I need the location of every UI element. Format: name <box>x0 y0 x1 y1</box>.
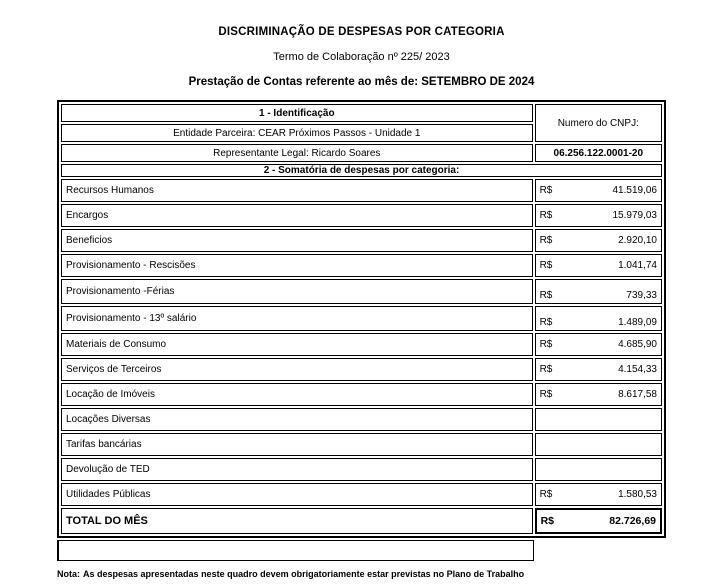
identification-section-title: 1 - Identificação <box>61 104 533 122</box>
expense-category-label: Materiais de Consumo <box>61 333 533 356</box>
table-row <box>61 306 662 331</box>
representative-row <box>61 144 662 162</box>
table-row <box>61 279 662 304</box>
expense-category-label: Provisionamento - Rescisões <box>61 254 533 277</box>
total-row <box>61 508 662 534</box>
expense-category-label: Devolução de TED <box>61 458 533 481</box>
table-row <box>61 458 662 481</box>
expense-amount: 2.920,10 <box>618 235 657 246</box>
expense-amount: 739,33 <box>626 290 657 301</box>
table-row <box>61 358 662 381</box>
total-amount: 82.726,69 <box>609 515 656 527</box>
expense-amount: 15.979,03 <box>612 210 657 221</box>
representative-line: Representante Legal: Ricardo Soares <box>61 144 533 162</box>
expense-amount: 1.580,53 <box>618 489 657 500</box>
currency-symbol: R$ <box>540 515 554 527</box>
table-row <box>61 433 662 456</box>
note-line <box>57 569 666 579</box>
table-row <box>61 254 662 277</box>
currency-symbol: R$ <box>539 364 553 375</box>
entity-line: Entidade Parceira: CEAR Próximos Passos - Unidade 1 <box>61 124 533 142</box>
expense-category-label: Locação de Imóveis <box>61 383 533 406</box>
expense-amount: 1.041,74 <box>618 260 657 271</box>
empty-footer-cell <box>57 540 534 561</box>
expense-category-label: Encargos <box>61 204 533 227</box>
expense-amount: 41.519,06 <box>612 185 657 196</box>
currency-symbol: R$ <box>539 235 553 246</box>
identification-header-row <box>61 104 662 122</box>
note-text: As despesas apresentadas neste quadro devem obrigatoriamente estar previstas no Plano de Trabalho <box>83 569 525 579</box>
expenses-table <box>57 100 666 538</box>
currency-symbol: R$ <box>539 489 553 500</box>
document-page <box>57 26 666 579</box>
expense-category-label: Beneficios <box>61 229 533 252</box>
expense-category-label: Tarifas bancárias <box>61 433 533 456</box>
note-prefix: Nota: <box>57 569 80 579</box>
expense-category-label: Provisionamento -Férias <box>61 279 533 304</box>
expense-amount: 4.154,33 <box>618 364 657 375</box>
currency-symbol: R$ <box>539 339 553 350</box>
period-line: Prestação de Contas referente ao mês de: SETEMBRO DE 2024 <box>188 76 535 88</box>
expenses-section-row <box>61 164 662 177</box>
table-row <box>61 179 662 202</box>
currency-symbol: R$ <box>539 185 553 196</box>
expense-category-label: Utilidades Públicas <box>61 483 533 506</box>
document-subtitle: Termo de Colaboração nº 225/ 2023 <box>273 51 450 63</box>
total-label: TOTAL DO MÊS <box>61 508 533 534</box>
expense-category-label: Serviços de Terceiros <box>61 358 533 381</box>
currency-symbol: R$ <box>539 389 553 400</box>
expense-category-label: Locações Diversas <box>61 408 533 431</box>
currency-symbol: R$ <box>539 210 553 221</box>
expense-amount: 4.685,90 <box>618 339 657 350</box>
currency-symbol: R$ <box>539 317 553 328</box>
currency-symbol: R$ <box>539 290 553 301</box>
table-row <box>61 483 662 506</box>
table-row <box>61 204 662 227</box>
expense-amount: 8.617,58 <box>618 389 657 400</box>
document-title: DISCRIMINAÇÃO DE DESPESAS POR CATEGORIA <box>218 26 505 38</box>
expense-category-label: Provisionamento - 13º salário <box>61 306 533 331</box>
expense-amount: 1.489,09 <box>618 317 657 328</box>
table-row <box>61 408 662 431</box>
expense-category-label: Recursos Humanos <box>61 179 533 202</box>
table-row <box>61 333 662 356</box>
expenses-section-title: 2 - Somatória de despesas por categoria: <box>61 164 662 177</box>
table-row <box>61 229 662 252</box>
currency-symbol: R$ <box>539 260 553 271</box>
cnpj-value: 06.256.122.0001-20 <box>535 144 662 162</box>
table-row <box>61 383 662 406</box>
cnpj-header: Numero do CNPJ: <box>535 104 662 142</box>
